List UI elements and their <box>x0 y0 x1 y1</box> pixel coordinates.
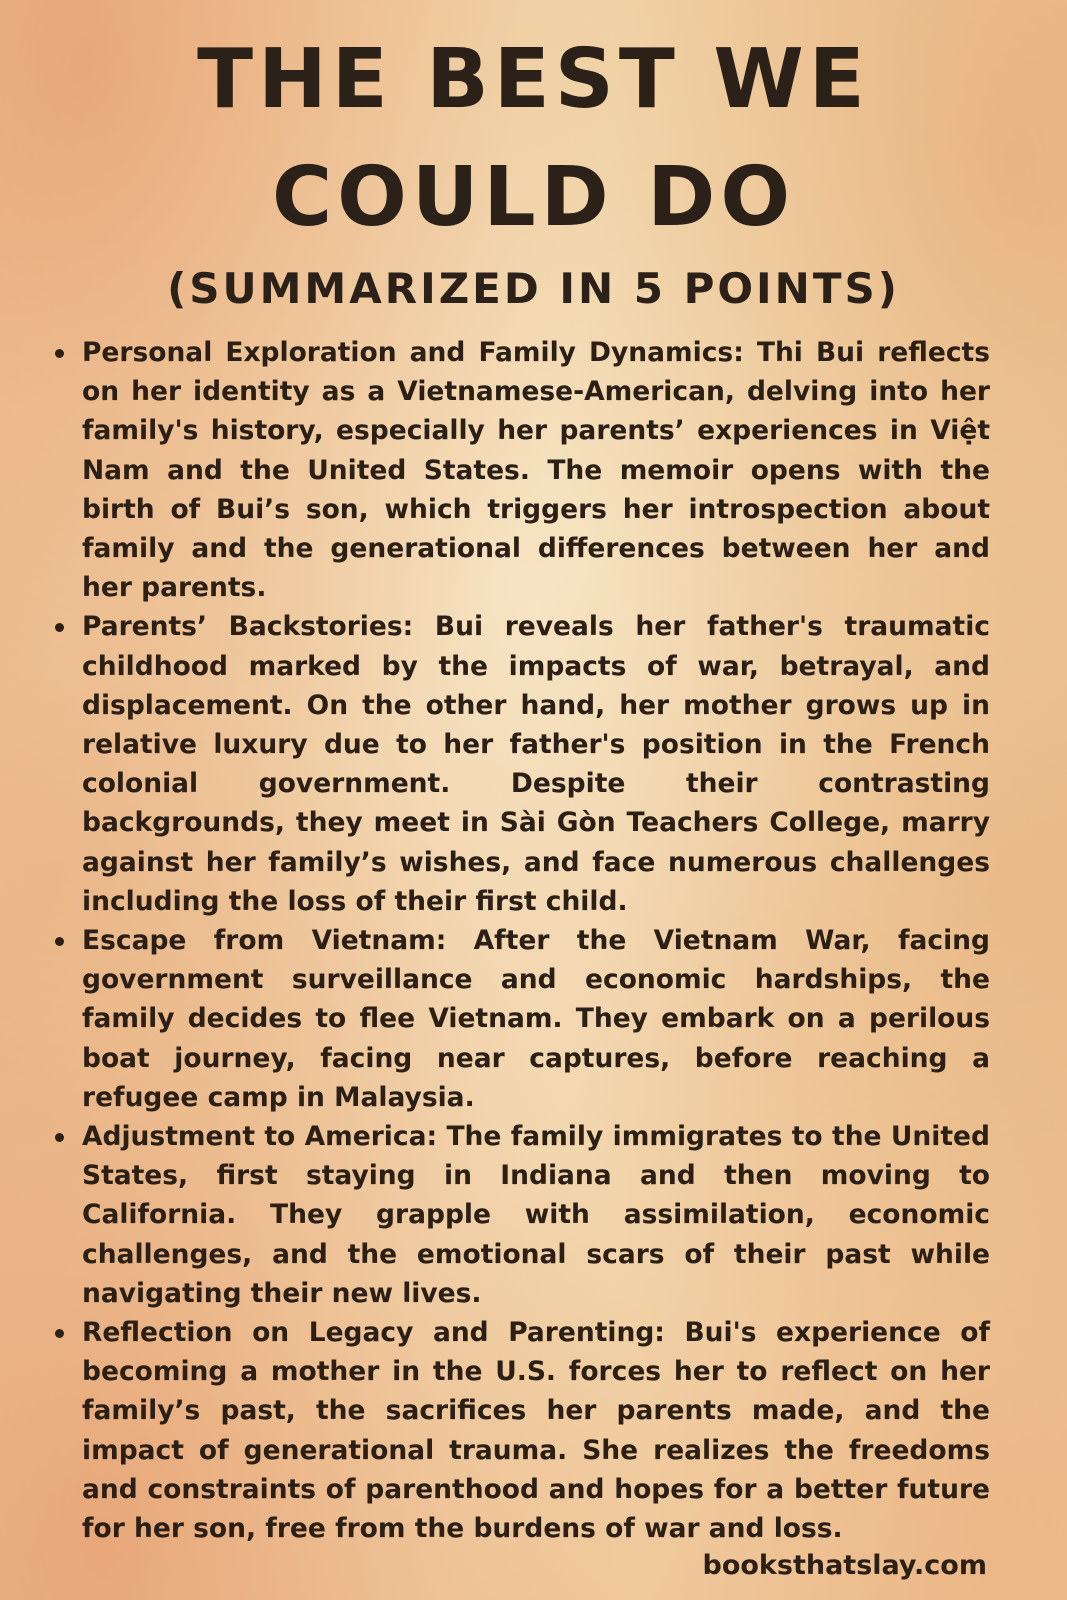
summary-point-1 <box>54 333 990 607</box>
summary-point-4 <box>54 1117 990 1313</box>
summary-point-5 <box>54 1313 990 1548</box>
title-line-2: COULD DO <box>271 150 796 245</box>
summary-point-text: Reflection on Legacy and Parenting: Bui's experience of becoming a mother in the U.S. forces her to reflect on her family’s past, the sacrifices her parents made, and the impact of generational trauma. She realizes the freedoms and constraints of parenthood and hopes for a better future for her son, free from the burdens of war and loss. <box>82 1317 990 1545</box>
bullet-dot-icon <box>55 937 64 946</box>
summary-point-text: Adjustment to America: The family immigrates to the United States, first staying in Indiana and then moving to California. They grapple with assimilation, economic challenges, and the emotional scars of their past while navigating their new lives. <box>82 1121 990 1309</box>
bullet-dot-icon <box>55 349 64 358</box>
bullet-dot-icon <box>55 1329 64 1338</box>
summary-point-text: Escape from Vietnam: After the Vietnam War, facing government surveillance and economic hardships, the family decides to flee Vietnam. They embark on a perilous boat journey, facing near captures, before reaching a refugee camp in Malaysia. <box>82 925 990 1113</box>
summary-point-3 <box>54 921 990 1117</box>
title-line-1: THE BEST WE <box>197 32 870 127</box>
bullet-dot-icon <box>55 1133 64 1142</box>
website-credit: booksthatslay.com <box>702 1550 987 1581</box>
summary-point-text: Personal Exploration and Family Dynamics: Thi Bui reflects on her identity as a Vietnamese-American, delving into her family's history, especially her parents’ experiences in Việt Nam and the United States. The memoir opens with the birth of Bui’s son, which triggers her introspection about family and the generational differences between her and her parents. <box>82 337 990 604</box>
bullet-dot-icon <box>55 623 64 632</box>
summary-point-text: Parents’ Backstories: Bui reveals her father's traumatic childhood marked by the impacts of war, betrayal, and displacement. On the other hand, her mother grows up in relative luxury due to her father's position in the French colonial government. Despite their contrasting backgrounds, they meet in Sài Gòn Teachers College, marry against her family’s wishes, and face numerous challenges including the loss of their first child. <box>82 611 990 917</box>
summary-point-2 <box>54 607 990 921</box>
summary-points-list <box>54 333 990 1548</box>
subtitle: (SUMMARIZED IN 5 POINTS) <box>167 264 900 313</box>
